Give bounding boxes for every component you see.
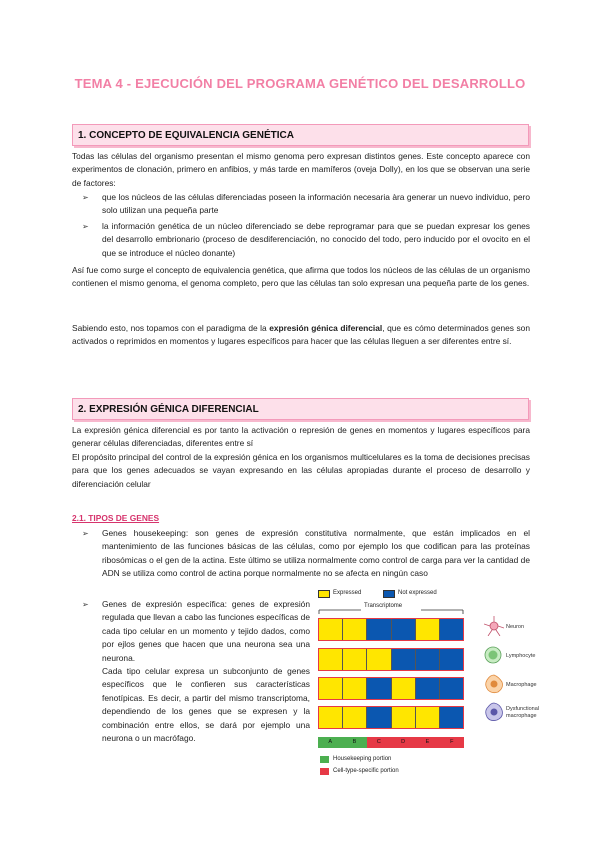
legend-swatch-expressed	[318, 590, 330, 598]
not-expressed-cell	[392, 649, 416, 670]
not-expressed-cell	[440, 707, 463, 728]
section-2-heading: 2. EXPRESIÓN GÉNICA DIFERENCIAL	[72, 398, 529, 420]
paragraph-text: , que es cómo determinados genes son activados o reprimidos en momentos y lugares específicos para hacer que las células lleguen a ser diferentes entre sí.	[72, 323, 530, 347]
expression-row	[318, 648, 464, 671]
housekeeping-swatch	[320, 756, 329, 763]
arrow-bullet-icon: ➢	[82, 529, 89, 538]
section-2-paragraph-1: La expresión génica diferencial es por tanto la activación o represión de genes en momentos y lugares específicos para generar células diferenciadas, diferentes entre sí	[72, 425, 530, 449]
section-1-heading: 1. CONCEPTO DE EQUIVALENCIA GENÉTICA	[72, 124, 529, 146]
column-label: A	[318, 737, 342, 748]
not-expressed-cell	[367, 707, 391, 728]
column-label: F	[440, 737, 464, 748]
expressed-cell	[343, 707, 367, 728]
arrow-bullet-icon: ➢	[82, 600, 89, 609]
not-expressed-cell	[440, 678, 463, 699]
transcriptome-label: Transcriptome	[364, 603, 403, 609]
expressed-cell	[367, 649, 391, 670]
not-expressed-cell	[416, 678, 440, 699]
expression-row	[318, 706, 464, 729]
not-expressed-cell	[392, 619, 416, 640]
expressed-cell	[319, 678, 343, 699]
cell-label-dysfunctional-macrophage: Dysfunctional macrophage	[506, 706, 540, 719]
bullet-item	[82, 527, 530, 581]
bullet-text: Genes de expresión específica: genes de expresión regulada que llevan a cabo las funciones específicas de cada tipo celular en un momento y tejido dados, como por ejlos genes que hacen que una neurona sea una neurona.	[102, 599, 310, 663]
expressed-cell	[319, 707, 343, 728]
legend-swatch-not-expressed	[383, 590, 395, 598]
column-label: D	[391, 737, 415, 748]
cell-label-lymphocyte: Lymphocyte	[506, 653, 536, 659]
dysfunctional-macrophage-icon	[484, 702, 504, 722]
expression-row	[318, 618, 464, 641]
document-title: TEMA 4 - EJECUCIÓN DEL PROGRAMA GENÉTICO DEL DESARROLLO	[74, 76, 526, 91]
legend-label-expressed: Expressed	[333, 590, 362, 596]
cell-label-neuron: Neuron	[506, 624, 525, 630]
arrow-bullet-icon: ➢	[82, 222, 89, 231]
column-labels	[318, 737, 464, 748]
section-1-intro: Todas las células del organismo presentan el mismo genoma pero expresan distintos genes. Este concepto aparece con experimentos de clonación, primero en anfibios, y más tarde en mamíferos (oveja Dolly), en los que se observan una serie de factores:	[72, 151, 530, 188]
section-2-paragraph-2: El propósito principal del control de la expresión génica en los organismos multicelulares es la toma de decisiones precisas para que los genes adecuados se vayan expresando en las células apropiadas durante el proceso de desarrollo y diferenciación celular	[72, 452, 530, 489]
expressed-cell	[392, 678, 416, 699]
specific-swatch	[320, 768, 329, 775]
expressed-cell	[416, 707, 440, 728]
expression-row	[318, 677, 464, 700]
specific-label: Cell-type-specific portion	[333, 768, 399, 774]
section-1-paragraph-3	[72, 322, 530, 349]
cell-label-macrophage: Macrophage	[506, 682, 537, 688]
paragraph-text: Sabiendo esto, nos topamos con el paradigma de la	[72, 323, 270, 333]
not-expressed-cell	[440, 619, 463, 640]
bullet-item	[82, 220, 530, 260]
expressed-cell	[392, 707, 416, 728]
bullet-text: la información genética de un núcleo diferenciado se debe reprogramar para que se puedan expresar los genes del desarrollo embrionario (proceso de desdiferenciación, no conocido del todo, pero inducido por el ovocito en el que se introduce el núcleo donante)	[102, 221, 530, 258]
not-expressed-cell	[416, 649, 440, 670]
expressed-cell	[319, 649, 343, 670]
macrophage-icon	[484, 674, 504, 694]
bold-term: expresión génica diferencial	[269, 323, 383, 333]
subsection-heading: 2.1. TIPOS DE GENES	[72, 513, 160, 523]
column-label: B	[342, 737, 366, 748]
expressed-cell	[416, 619, 440, 640]
arrow-bullet-icon: ➢	[82, 193, 89, 202]
bullet-item	[82, 191, 530, 218]
column-label: E	[415, 737, 439, 748]
column-label: C	[367, 737, 391, 748]
not-expressed-cell	[440, 649, 463, 670]
bullet-item	[82, 598, 310, 745]
expressed-cell	[343, 678, 367, 699]
legend-label-not-expressed: Not expressed	[398, 590, 437, 596]
expressed-cell	[343, 619, 367, 640]
section-1-paragraph-2: Así fue como surge el concepto de equivalencia genética, que afirma que todos los núcleos de las células de un organismo contienen el mismo genoma, el genoma completo, pero que las células tan solo expresan una pequeña parte de los genes.	[72, 265, 530, 289]
expressed-cell	[343, 649, 367, 670]
housekeeping-label: Housekeeping portion	[333, 756, 392, 762]
not-expressed-cell	[367, 619, 391, 640]
expressed-cell	[319, 619, 343, 640]
bullet-text: que los núcleos de las células diferenciadas poseen la información necesaria àra generar un nuevo individuo, pero solo utilizan una pequeña parte	[102, 192, 530, 216]
bullet-text: Genes housekeeping: son genes de expresión constitutiva normalmente, que están implicados en el mantenimiento de las funciones básicas de las células, como por ejemplo los que codifican para las proteínas ribosómicas o el gen de la actina. Este último se utiliza normalmente como control de carga para ver la cantidad de ADN se utiliza como control de actina porque normalmente no se afecta en ningún caso	[102, 528, 530, 579]
not-expressed-cell	[367, 678, 391, 699]
transcriptome-figure	[312, 586, 547, 786]
lymphocyte-icon	[484, 646, 502, 664]
bullet-continuation: Cada tipo celular expresa un subconjunto de genes específicos que le confieren sus características fenotípicas. Es decir, a partir del mismo transcriptoma, dependiendo de los genes que se expresen y la combinación entre ellos, se dará por ejemplo una neurona o un macrófago.	[102, 666, 310, 744]
neuron-icon	[484, 616, 504, 636]
